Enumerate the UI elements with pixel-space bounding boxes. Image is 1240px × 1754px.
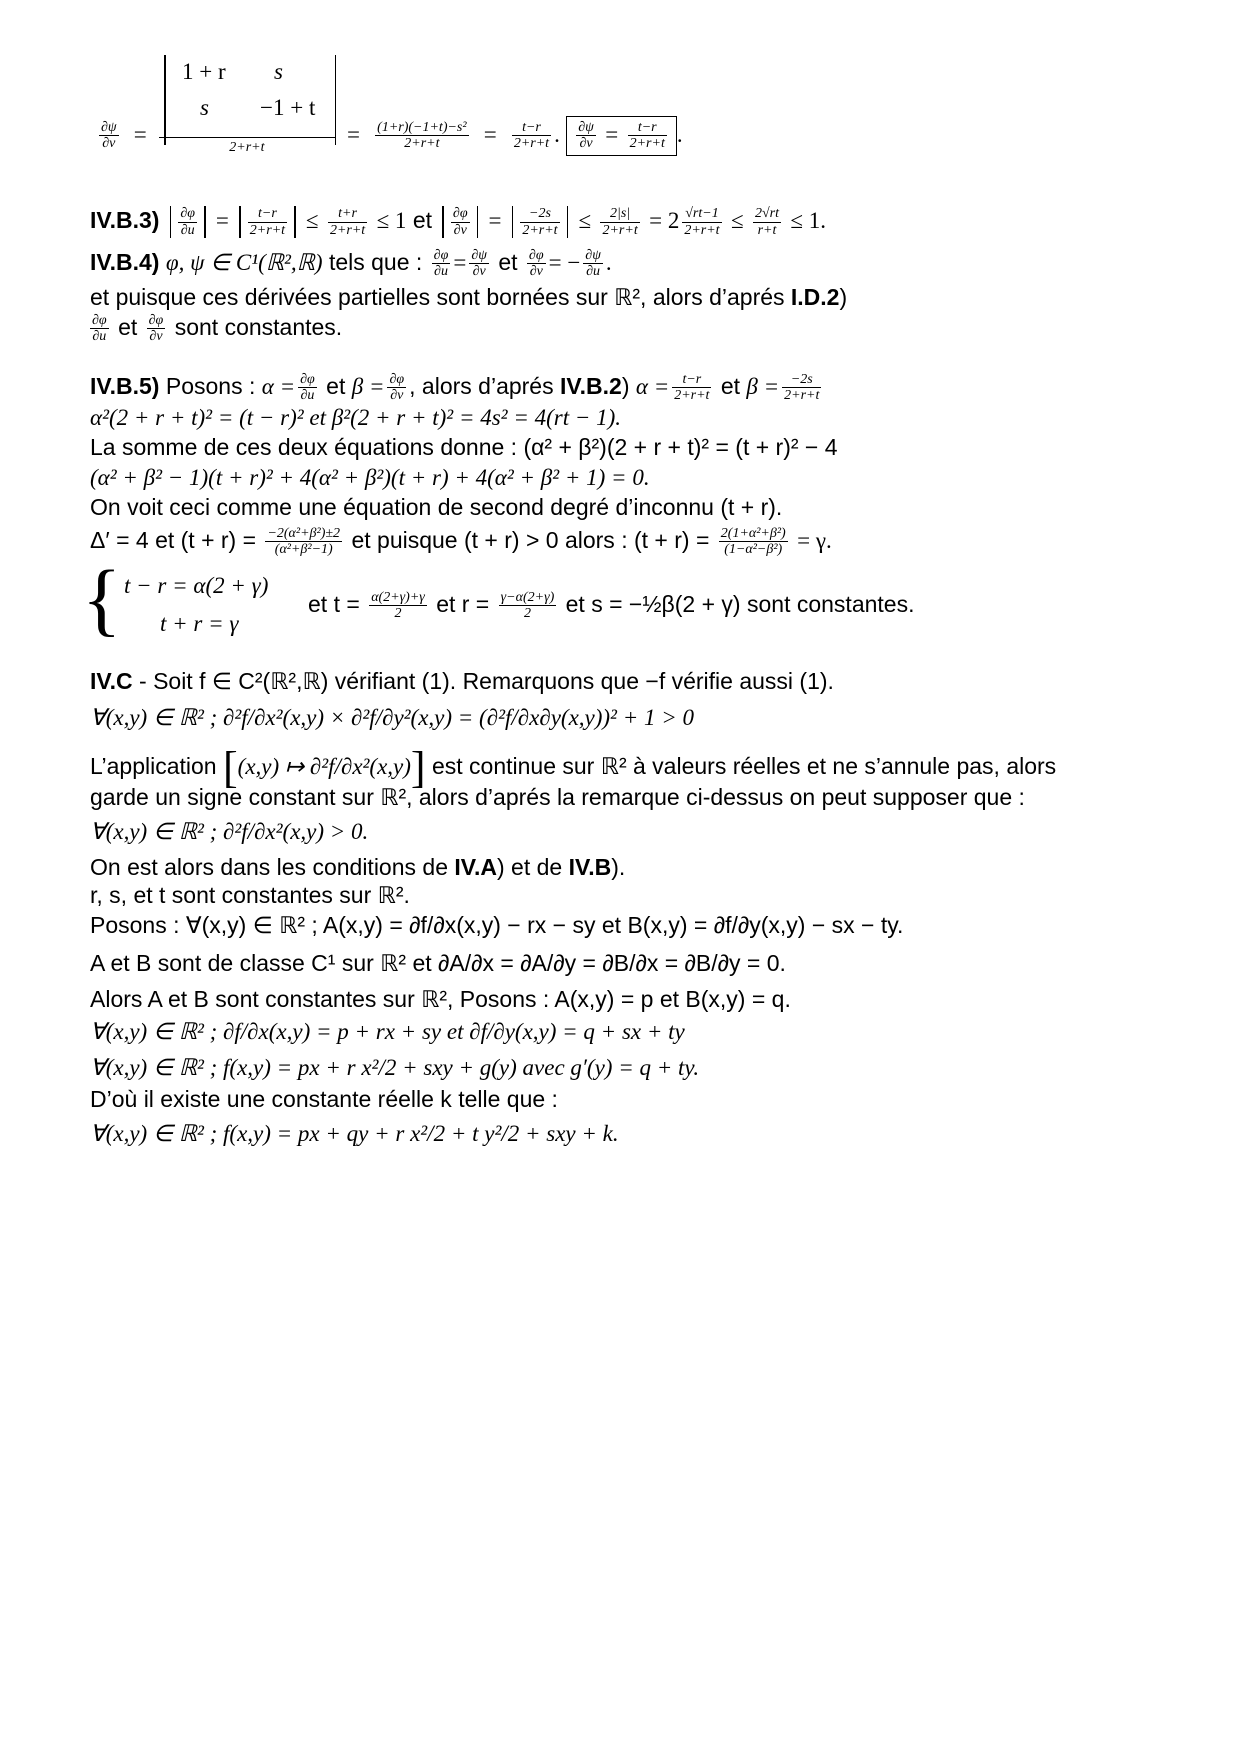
section-IVB4-line3: $\frac{\partial\varphi}{\partial u}$ et $\frac{\partial\varphi}{\partial v}$ sont constantes.: [92, 313, 343, 345]
IVC-line3: L’application [(x,y) ↦ ∂²f/∂x²(x,y)] est continue sur ℝ² à valeurs réelles et ne s’annule pas, alors: [90, 743, 1057, 792]
posons: Posons :: [165, 372, 256, 399]
soit-f-text: - Soit f ∈ C²(ℝ²,ℝ) vérifiant (1). Remarquons que −f vérifie aussi (1).: [139, 668, 834, 694]
constant-text: sont constantes.: [746, 590, 915, 617]
phi-psi-class: φ, ψ ∈ C¹(ℝ²,ℝ): [165, 249, 323, 275]
alors-dapres: , alors d’aprés: [409, 372, 554, 399]
r-label: et r =: [436, 590, 490, 617]
bounded-text: et puisque ces dérivées partielles sont bornées sur ℝ², alors d’aprés: [90, 284, 785, 310]
IVC-line6: [90, 856, 625, 879]
s-label: et s = −½β(2 + γ): [565, 590, 741, 617]
IVC-line12: ∀(x,y) ∈ ℝ² ; f(x,y) = px + r x²/2 + sxy + g(y) avec g′(y) = q + ty.: [90, 1055, 700, 1080]
IVC-line7: r, s, et t sont constantes sur ℝ².: [90, 882, 410, 908]
IVC-line9: A et B sont de classe C¹ sur ℝ² et ∂A/∂x = ∂A/∂y = ∂B/∂x = ∂B/∂y = 0.: [90, 950, 786, 976]
ref-ID2: I.D.2: [790, 284, 840, 310]
section-IVB5-line1: IV.B.5) Posons : α = $\frac{\partial\varphi}{\partial u}$ et β = $\frac{\partial\varphi}{\partial v}$ , alors d’aprés IV.B.2) α = $\frac{t-r}{2+r+t}$ et β = $\frac{-2s}{2+r+t}$: [90, 372, 820, 404]
application-map: (x,y) ↦ ∂²f/∂x²(x,y): [237, 754, 411, 780]
gamma-def: = γ.: [797, 527, 832, 553]
label-IVB3: IV.B.3): [90, 207, 160, 234]
system-solution: et t = $\frac{\alpha(2+\gamma)+\gamma}{2}$ et r = $\frac{\gamma-\alpha(2+\gamma)}{2}$ et s = −½β(2 + γ) sont constantes.: [308, 590, 915, 622]
IVC-line8: Posons : ∀(x,y) ∈ ℝ² ; A(x,y) = ∂f/∂x(x,y) − rx − sy et B(x,y) = ∂f/∂y(x,y) − sx − ty.: [90, 912, 904, 938]
system-eq2: t + r = γ: [160, 611, 239, 636]
section-IVB3: IV.B.3) $\frac{\partial\varphi}{\partial u}$ = $\frac{t-r}{2+r+t}$ ≤ $\frac{t+r}{2+r+t}$ ≤ 1 et $\frac{\partial\varphi}{\partial v}$ = $\frac{-2s}{2+r+t}$ ≤ $\frac{2|s|}{2+r+t}$ = 2 $\frac{√rt-1}{2+r+t}$ ≤ $\frac{2√rt}{r+t}$ ≤ 1.: [90, 206, 827, 238]
det-cell-21: s: [200, 95, 209, 120]
IVB5-line4: (α² + β² − 1)(t + r)² + 4(α² + β²)(t + r) + 4(α² + β² + 1) = 0.: [90, 465, 650, 490]
ref-IVB2: IV.B.2: [560, 372, 622, 399]
IVC-line5: ∀(x,y) ∈ ℝ² ; ∂²f/∂x²(x,y) > 0.: [90, 819, 369, 844]
det-cell-11: 1 + r: [182, 59, 226, 84]
system-brace: {: [82, 553, 122, 644]
section-IVB4-line1: IV.B.4) φ, ψ ∈ C¹(ℝ²,ℝ) tels que : $\frac{\partial\varphi}{\partial u}$ = $\frac{\partial\psi}{\partial v}$ et $\frac{\partial\varphi}{\partial v}$ = − $\frac{\partial\psi}{\partial u}$ .: [90, 248, 612, 280]
section-IVB4-line2: et puisque ces dérivées partielles sont bornées sur ℝ², alors d’aprés I.D.2): [90, 284, 848, 310]
et-de: ) et de: [497, 854, 563, 880]
et-word: et: [326, 372, 346, 399]
IVB5-line2: α²(2 + r + t)² = (t − r)² et β²(2 + r + t)² = 4s² = 4(rt − 1).: [90, 405, 622, 430]
boxed-result: $\frac{\partial\psi}{\partial v}$ = $\frac{t-r}{2+r+t}$: [566, 116, 677, 156]
et-word: et: [118, 313, 138, 340]
close-paren: ).: [611, 854, 626, 880]
ref-IVA: IV.A: [454, 854, 497, 880]
label-IVB4: IV.B.4): [90, 248, 160, 275]
et-word: et: [412, 207, 433, 234]
conditions-text: On est alors dans les conditions de: [90, 854, 448, 880]
et-word: et: [720, 372, 741, 399]
IVC-line11: ∀(x,y) ∈ ℝ² ; ∂f/∂x(x,y) = p + rx + sy et ∂f/∂y(x,y) = q + sx + ty: [90, 1019, 685, 1044]
det-fraction: [159, 137, 335, 155]
det-cell-22: −1 + t: [260, 95, 316, 120]
IVC-line13: D’où il existe une constante réelle k telle que :: [90, 1086, 558, 1112]
det-cell-12: s: [274, 59, 283, 84]
IVB5-line6: Δ′ = 4 et (t + r) = $\frac{\text{−2(α²+β²)±2}}{\text{(α²+β²−1)}}$ et puisque (t + r) > 0 alors : (t + r) = $\frac{\text{2(1+α²+β²)}}{\text{(1−α²−β²)}}$ = γ.: [90, 526, 832, 558]
puisque-text: et puisque (t + r) > 0 alors : (t + r) =: [351, 526, 710, 553]
IVC-line10: Alors A et B sont constantes sur ℝ², Posons : A(x,y) = p et B(x,y) = q.: [90, 986, 791, 1012]
det-denominator: 2+r+t: [159, 137, 335, 155]
dpsi-dv-frac: $\frac{\partial\psi}{\partial v}$: [101, 120, 117, 152]
det-equation-line: $\frac{\partial\psi}{\partial v}$ = 2+r+t = $\frac{\text{(1+r)(−1+t)−s²}}{2+r+t}$ = $\frac{t-r}{2+r+t}$ . $\frac{\partial\psi}{\partial v}$ = $\frac{t-r}{2+r+t}$ .: [96, 116, 683, 156]
simplified-frac: $\frac{t-r}{2+r+t}$: [513, 120, 550, 152]
IVC-line2: ∀(x,y) ∈ ℝ² ; ∂²f/∂x²(x,y) × ∂²f/∂y²(x,y) = (∂²f/∂x∂y(x,y))² + 1 > 0: [90, 705, 694, 730]
IVB5-line3: La somme de ces deux équations donne : (α² + β²)(2 + r + t)² = (t + r)² − 4: [90, 434, 838, 460]
label-IVB5: IV.B.5): [90, 372, 160, 399]
tels-que: tels que :: [328, 248, 423, 275]
IVC-line4: garde un signe constant sur ℝ², alors d’aprés la remarque ci-dessus on peut supposer que :: [90, 784, 1025, 810]
section-IVC-line1: [90, 670, 834, 693]
ref-IVB: IV.B: [568, 854, 612, 880]
label-IVC: IV.C: [90, 668, 133, 694]
delta-text: Δ′ = 4 et (t + r) =: [90, 526, 257, 553]
application-word: L’application: [90, 753, 217, 780]
continue-text: est continue sur ℝ² à valeurs réelles et ne s’annule pas, alors: [431, 753, 1057, 780]
et-word: et: [498, 248, 518, 275]
system-eq1: t − r = α(2 + γ): [124, 573, 269, 598]
expanded-frac: $\frac{\text{(1+r)(−1+t)−s²}}{2+r+t}$: [377, 120, 467, 152]
IVC-line14: ∀(x,y) ∈ ℝ² ; f(x,y) = px + qy + r x²/2 + t y²/2 + sxy + k.: [90, 1121, 619, 1146]
IVB5-line5: On voit ceci comme une équation de second degré d’inconnu (t + r).: [90, 494, 783, 520]
t-label: et t =: [308, 590, 360, 617]
constant-text: sont constantes.: [174, 313, 343, 340]
